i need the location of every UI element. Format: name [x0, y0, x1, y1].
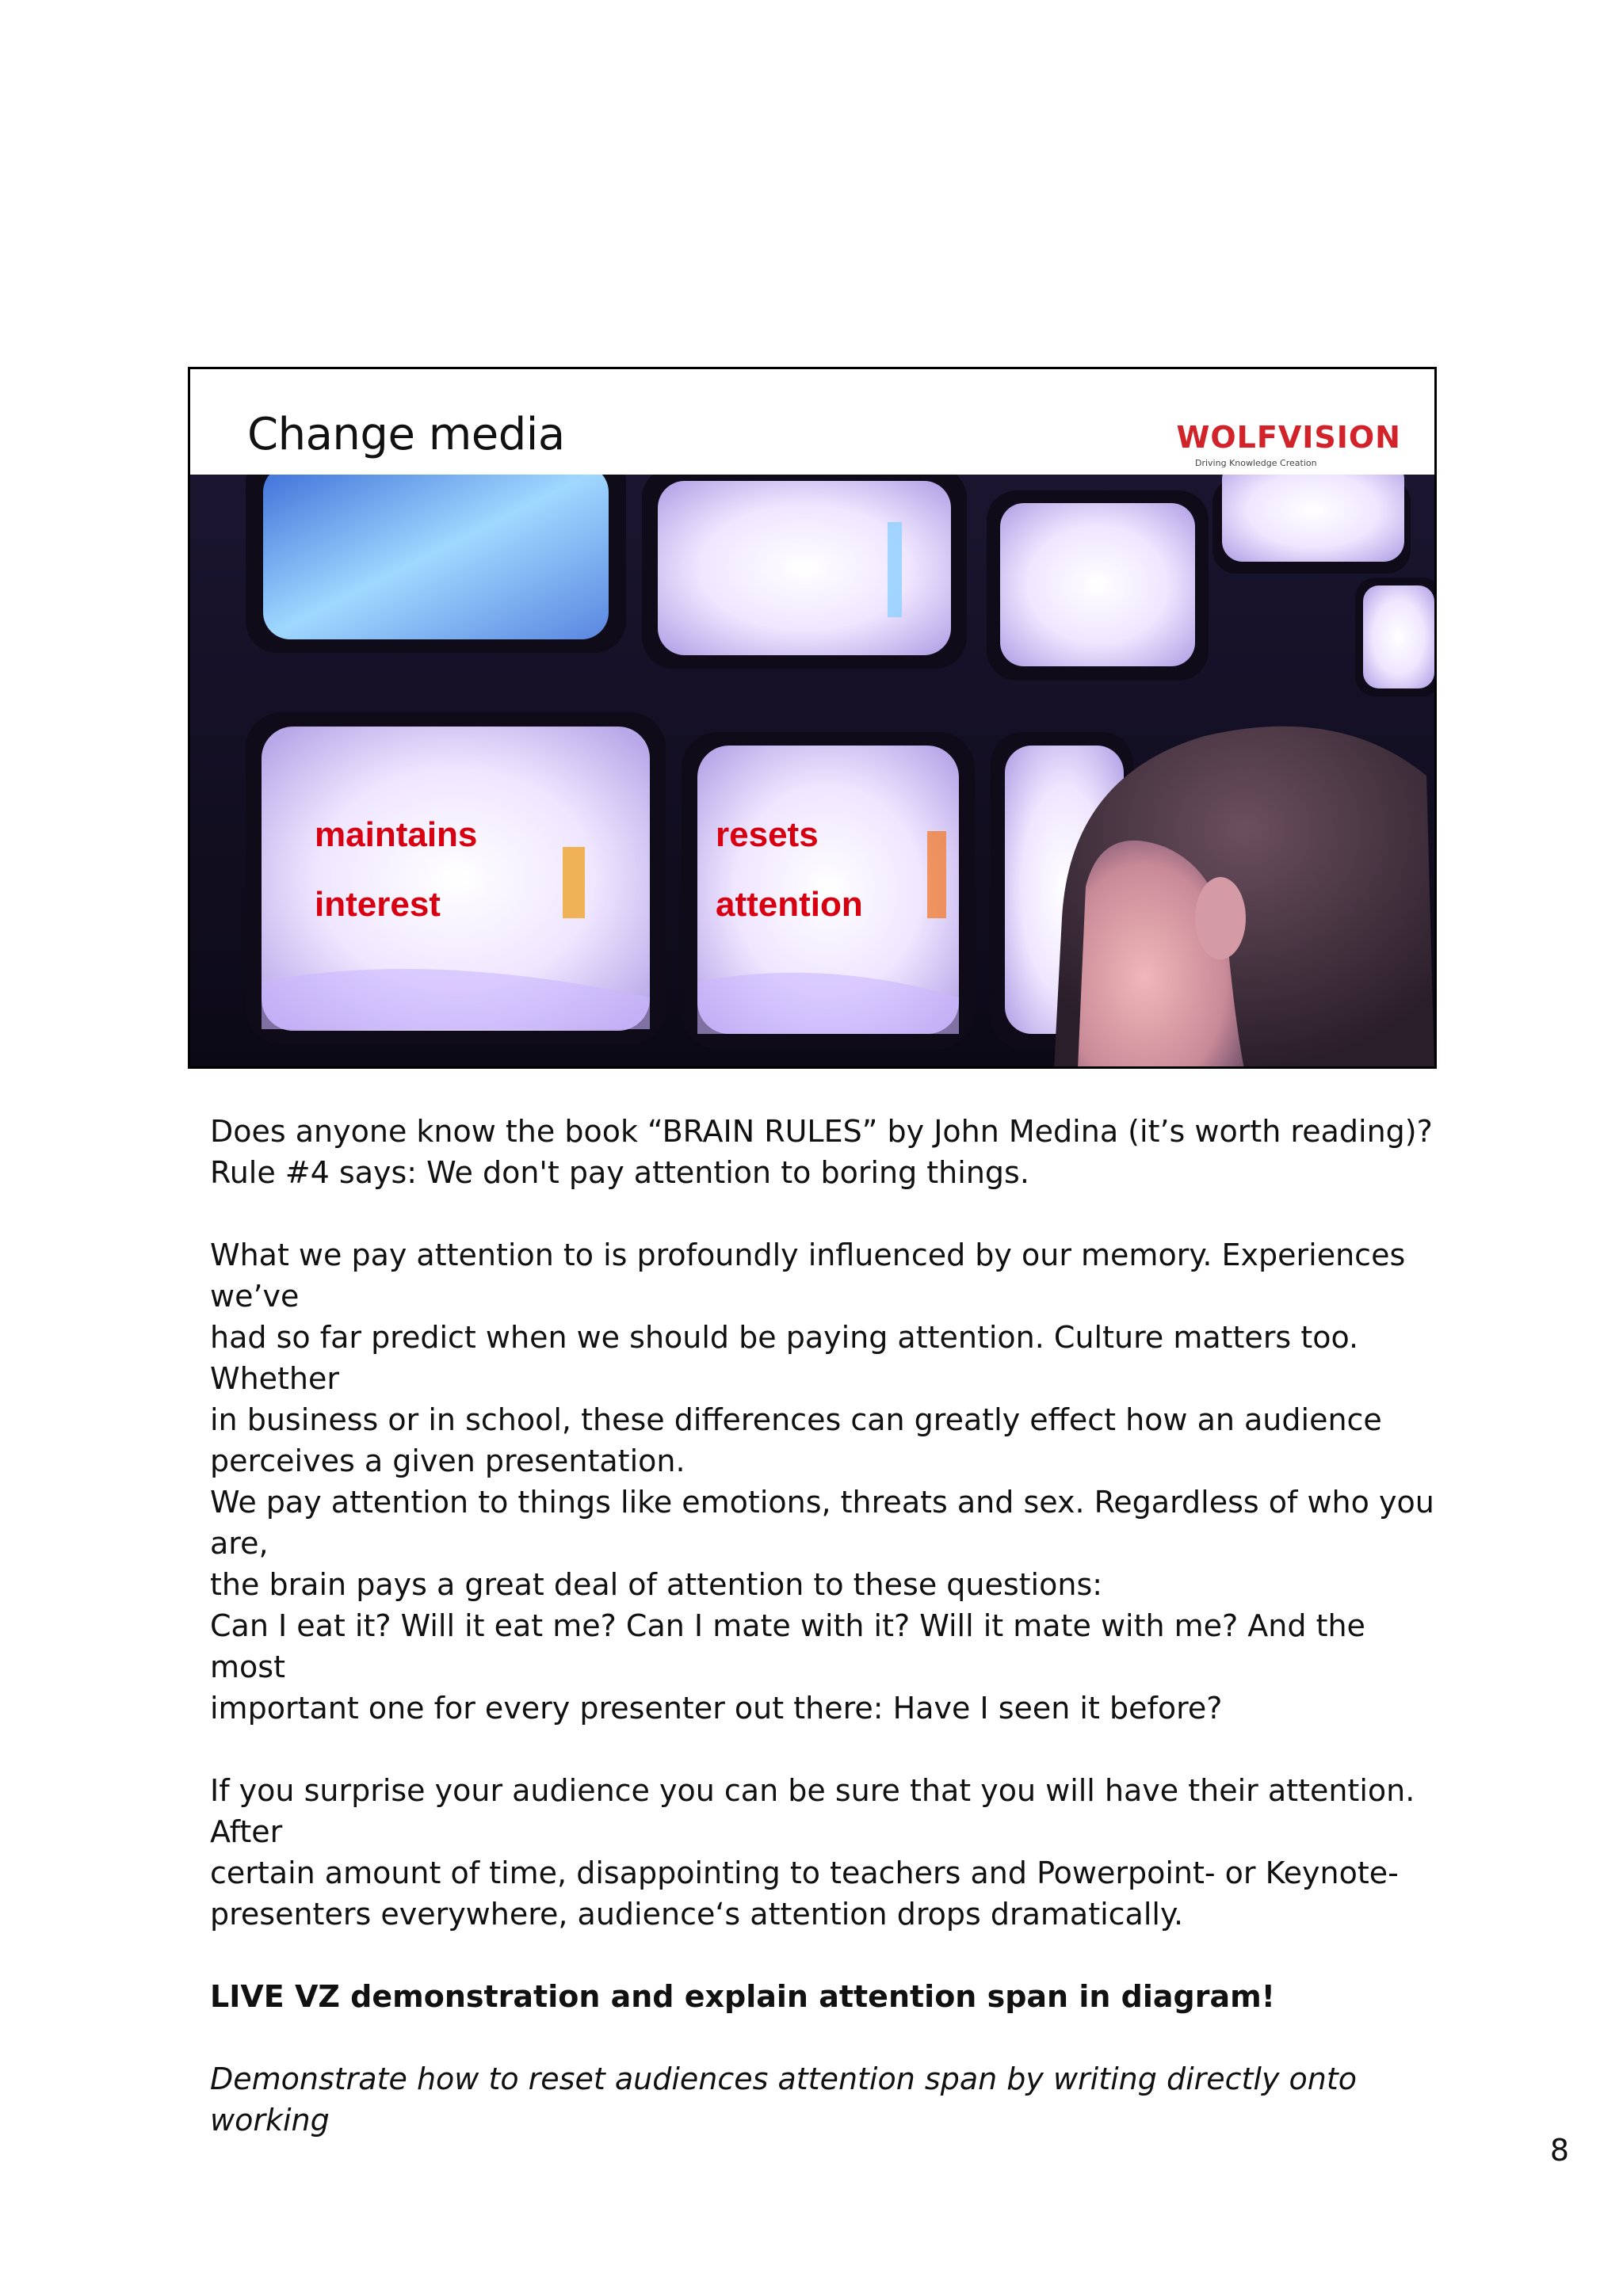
notes-line: important one for every presenter out there: Have I seen it before?: [210, 1691, 1223, 1726]
label-maintains: maintains: [315, 815, 478, 854]
wolfvision-logo: [1176, 402, 1401, 468]
notes-line: What we pay attention to is profoundly influenced by our memory. Experiences we’ve: [210, 1238, 1406, 1314]
notes-line: in business or in school, these differences can greatly effect how an audience: [210, 1402, 1382, 1437]
label-resets: resets: [716, 815, 819, 854]
logo-wordmark: WOLFVISION: [1176, 420, 1401, 455]
notes-line: If you surprise your audience you can be sure that you will have their attention. After: [210, 1773, 1415, 1849]
speaker-notes: [210, 1111, 1446, 2141]
notes-line: We pay attention to things like emotions, threats and sex. Regardless of who you are,: [210, 1485, 1434, 1561]
notes-line: had so far predict when we should be paying attention. Culture matters too. Whether: [210, 1320, 1359, 1396]
notes-line: Can I eat it? Will it eat me? Can I mate with it? Will it mate with me? And the most: [210, 1608, 1365, 1684]
tv-wall-photo: [190, 475, 1434, 1069]
notes-line: the brain pays a great deal of attention to these questions:: [210, 1567, 1103, 1602]
notes-line: Rule #4 says: We don't pay attention to boring things.: [210, 1155, 1029, 1190]
notes-italic-line: Demonstrate how to reset audiences attention span by writing directly onto working: [210, 2061, 1358, 2138]
slide-title: Change media: [247, 409, 565, 460]
notes-line: perceives a given presentation.: [210, 1444, 685, 1478]
notes-line: Does anyone know the book “BRAIN RULES” by John Medina (it’s worth reading)?: [210, 1114, 1433, 1149]
page-number: 8: [1549, 2133, 1569, 2168]
notes-line: certain amount of time, disappointing to teachers and Powerpoint- or Keynote-: [210, 1855, 1399, 1890]
logo-tagline: Driving Knowledge Creation: [1195, 458, 1317, 468]
notes-bold-line: LIVE VZ demonstration and explain attention span in diagram!: [210, 1979, 1276, 2014]
slide-header: [190, 369, 1434, 475]
tv-wall-photo-icon: [190, 475, 1434, 1069]
label-attention: attention: [716, 885, 863, 924]
notes-line: presenters everywhere, audience‘s attention drops dramatically.: [210, 1897, 1184, 1932]
label-interest: interest: [315, 885, 441, 924]
slide-thumbnail: [188, 367, 1437, 1069]
